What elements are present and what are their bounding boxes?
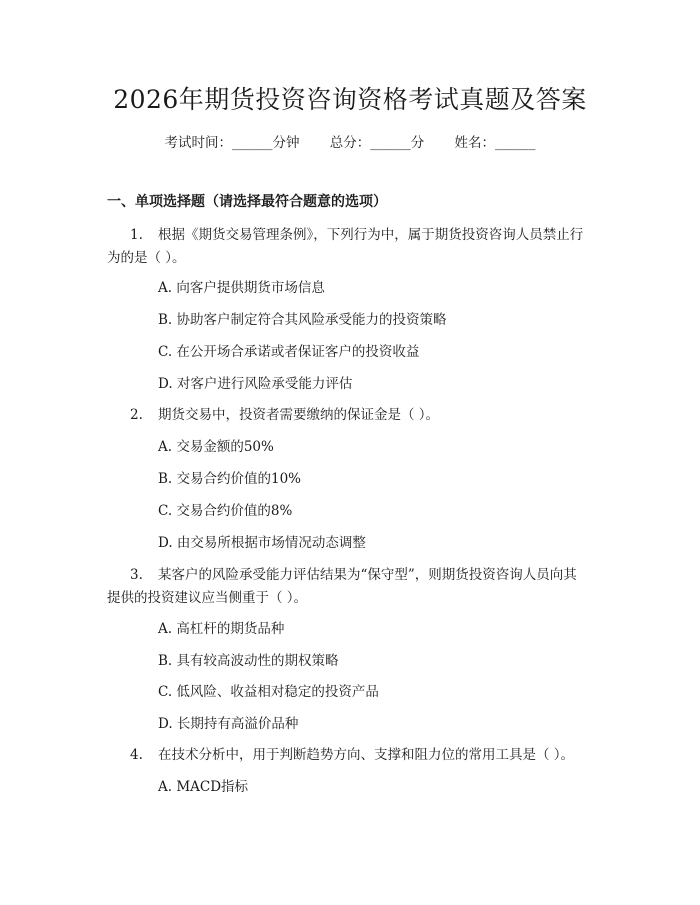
option-a: A. 交易金额的50%: [158, 439, 274, 455]
question-2: [130, 403, 439, 423]
question-text: 期货交易中，投资者需要缴纳的保证金是（ ）。: [158, 407, 440, 423]
question-number: 2.: [130, 407, 143, 423]
question-3-continued: 提供的投资建议应当侧重于（ ）。: [107, 590, 308, 606]
question-text: 某客户的风险承受能力评估结果为“保守型”，则期货投资咨询人员向其: [158, 567, 577, 583]
question-number: 4.: [130, 747, 143, 763]
exam-time: 考试时间：______分钟: [164, 135, 300, 151]
option-a: A. MACD指标: [158, 779, 249, 795]
option-b: B. 具有较高波动性的期权策略: [158, 653, 339, 669]
option-c: C. 交易合约价值的8%: [158, 503, 293, 519]
question-4: [130, 743, 574, 763]
question-number: 3.: [130, 567, 143, 583]
option-d: D. 长期持有高溢价品种: [158, 716, 299, 732]
option-c: C. 在公开场合承诺或者保证客户的投资收益: [158, 344, 420, 360]
option-d: D. 由交易所根据市场情况动态调整: [158, 535, 366, 551]
page-title: 2026年期货投资咨询资格考试真题及答案: [113, 85, 587, 114]
option-b: B. 交易合约价值的10%: [158, 471, 302, 487]
question-number: 1.: [130, 227, 143, 243]
question-1-continued: 为的是（ ）。: [107, 250, 186, 266]
exam-meta: [0, 131, 700, 151]
option-a: A. 向客户提供期货市场信息: [158, 280, 325, 296]
option-b: B. 协助客户制定符合其风险承受能力的投资策略: [158, 312, 447, 328]
option-c: C. 低风险、收益相对稳定的投资产品: [158, 684, 379, 700]
candidate-name: 姓名：______: [454, 135, 536, 151]
option-d: D. 对客户进行风险承受能力评估: [158, 376, 353, 392]
question-3: [130, 563, 577, 583]
option-a: A. 高杠杆的期货品种: [158, 621, 285, 637]
question-text: 在技术分析中，用于判断趋势方向、支撑和阻力位的常用工具是（ ）。: [158, 747, 575, 763]
section-heading: 一、单项选择题（请选择最符合题意的选项）: [107, 194, 387, 210]
question-text: 根据《期货交易管理条例》，下列行为中，属于期货投资咨询人员禁止行: [158, 227, 584, 243]
total-score: 总分：______分: [329, 135, 425, 151]
question-1: [130, 223, 583, 243]
